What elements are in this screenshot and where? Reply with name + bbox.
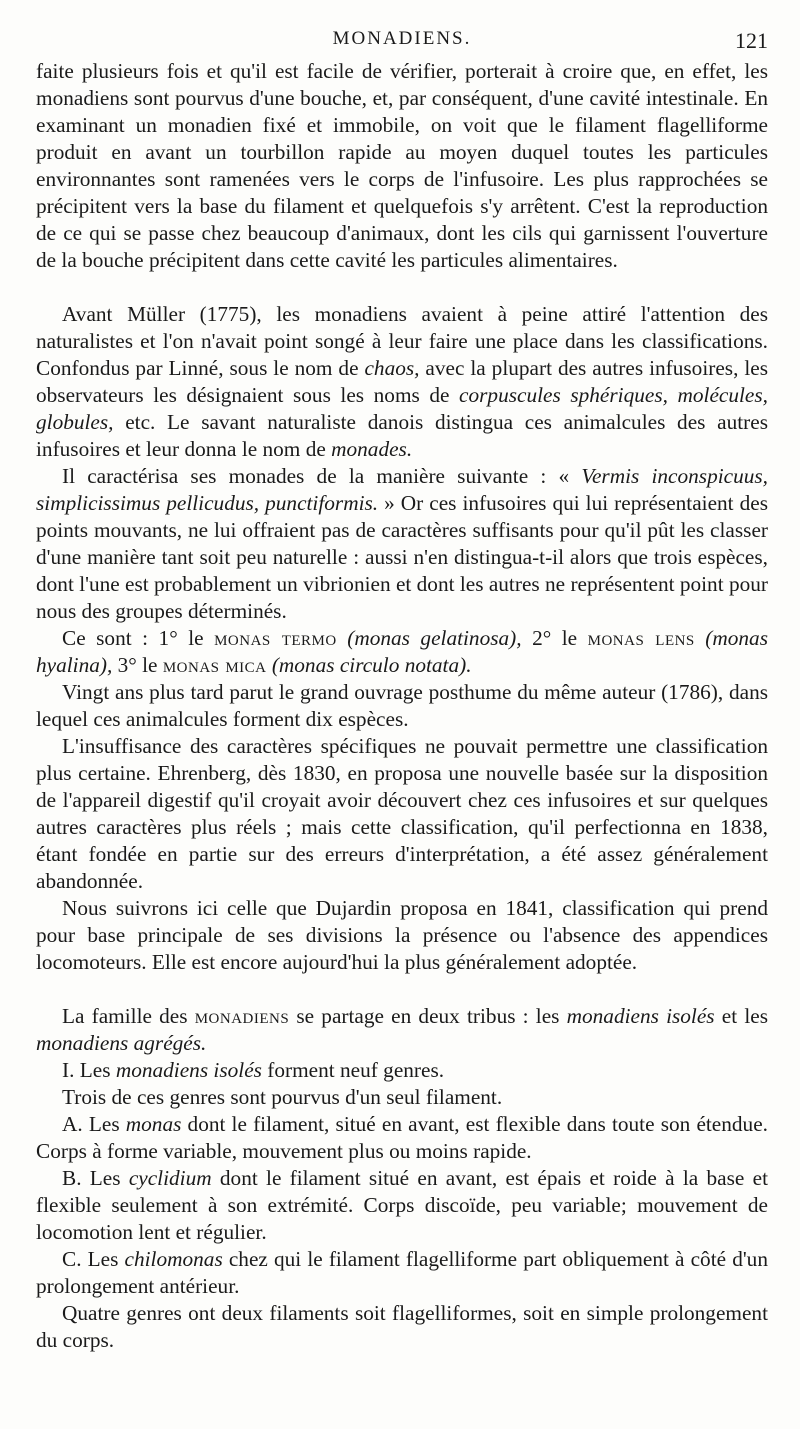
page-number: 121 bbox=[735, 28, 768, 53]
paragraph-13: C. Les chilomonas chez qui le filament flagelliforme part obliquement à côté d'un prolongement antérieur. bbox=[36, 1247, 768, 1298]
paragraph-2: Avant Müller (1775), les monadiens avaient à peine attiré l'attention des naturalistes et l'on n'avait point songé à leur faire une place dans les classifications. Confondus par Linné, sous le nom de chaos, avec la plupart des autres infusoires, les observateurs les désignaient sous les noms de corpuscules sphériques, molécules, globules, etc. Le savant naturaliste danois distingua ces animalcules des autres infusoires et leur donna le nom de monades. bbox=[36, 302, 769, 461]
body-text bbox=[36, 58, 768, 1354]
paragraph-7: Nous suivrons ici celle que Dujardin proposa en 1841, classification qui prend pour base principale de ses divisions la présence ou l'absence des appendices locomoteurs. Elle est encore aujourd'hui la plus généralement adoptée. bbox=[36, 896, 768, 974]
paragraph-11: A. Les monas dont le filament, situé en avant, est flexible dans toute son étendue. Corps à forme variable, mouvement plus ou moins rapide. bbox=[36, 1112, 768, 1163]
paragraph-12: B. Les cyclidium dont le filament situé en avant, est épais et roide à la base et flexible seulement à son extrémité. Corps discoïde, peu variable; mouvement de locomotion lent et régulier. bbox=[36, 1166, 768, 1244]
paragraph-4: Ce sont : 1° le monas termo (monas gelatinosa), 2° le monas lens (monas hyalina), 3° le monas mica (monas circulo notata). bbox=[36, 626, 768, 677]
running-title: MONADIENS. bbox=[332, 28, 472, 49]
running-header bbox=[36, 24, 768, 58]
paragraph-5: Vingt ans plus tard parut le grand ouvrage posthume du même auteur (1786), dans lequel ces animalcules forment dix espèces. bbox=[36, 680, 768, 731]
paragraph-3: Il caractérisa ses monades de la manière suivante : « Vermis inconspicuus, simplicissimus pellicudus, punctiformis. » Or ces infusoires qui lui représentaient des points mouvants, ne lui offraient pas de caractères suffisants pour qu'il pût les classer d'une manière tant soit peu naturelle : aussi n'en distingua-t-il alors que trois espèces, dont l'une est probablement un vibrionien et dont les autres ne représentent point pour nous des groupes déterminés. bbox=[36, 464, 769, 623]
paragraph-8: La famille des monadiens se partage en deux tribus : les monadiens isolés et les monadiens agrégés. bbox=[36, 1004, 768, 1055]
paragraph-1: faite plusieurs fois et qu'il est facile de vérifier, porterait à croire que, en effet, les monadiens sont pourvus d'une bouche, et, par conséquent, d'une cavité intestinale. En examinant un monadien fixé et immobile, on voit que le filament flagelliforme produit en avant un tourbillon rapide au moyen duquel toutes les particules environnantes sont ramenées vers le corps de l'infusoire. Les plus rapprochées se précipitent vers la base du filament et quelquefois s'y arrêtent. C'est la reproduction de ce qui se passe chez beaucoup d'animaux, dont les cils qui garnissent l'ouverture de la bouche précipitent dans cette cavité les particules alimentaires. bbox=[36, 59, 768, 272]
paragraph-9: I. Les monadiens isolés forment neuf genres. bbox=[62, 1058, 445, 1082]
paragraph-14: Quatre genres ont deux filaments soit flagelliformes, soit en simple prolongement du corps. bbox=[36, 1301, 768, 1352]
paragraph-6: L'insuffisance des caractères spécifiques ne pouvait permettre une classification plus certaine. Ehrenberg, dès 1830, en proposa une nouvelle basée sur la disposition de l'appareil digestif qu'il croyait avoir découvert chez ces infusoires et sur quelques autres caractères plus réels ; mais cette classification, qu'il perfectionna en 1838, étant fondée en partie sur des erreurs d'interprétation, a été assez généralement abandonnée. bbox=[36, 734, 768, 893]
paragraph-10: Trois de ces genres sont pourvus d'un seul filament. bbox=[62, 1085, 503, 1109]
